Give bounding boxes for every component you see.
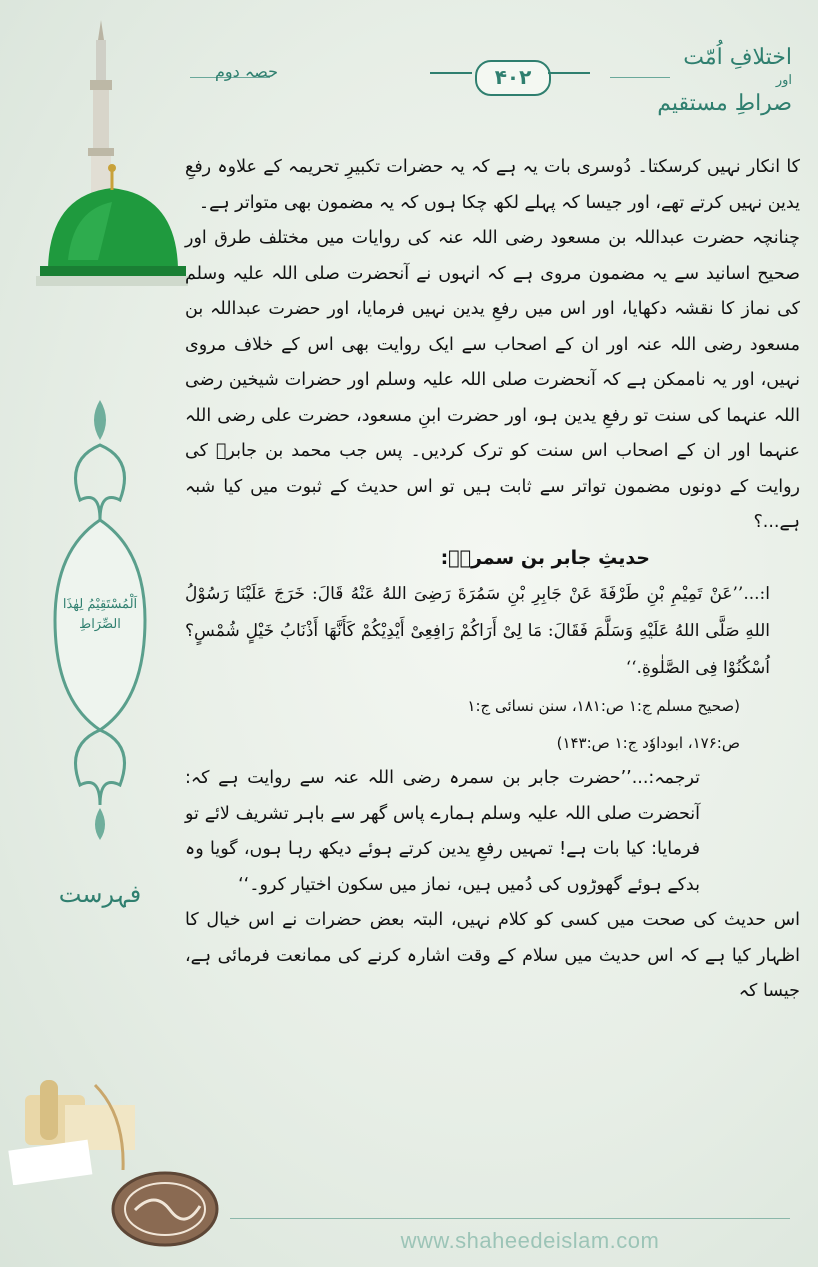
section-heading: حدیثِ جابر بن سمرہؓ: (440, 546, 650, 569)
book-title-line3: صراطِ مستقیم (657, 91, 792, 116)
page-number: ۴۰۲ (475, 60, 551, 96)
page-header (150, 40, 810, 130)
page-number-ornament (430, 60, 590, 94)
ornament-right (548, 72, 590, 84)
paragraph-1: کا انکار نہیں کرسکتا۔ دُوسری بات یہ ہے کہ یہ حضرات تکبیرِ تحریمہ کے علاوہ رفعِ یدین نہیں کرتے تھے، اور جیسا کہ پہلے لکھ چکا ہوں کہ یہ مضمون بھی متواتر ہے۔ (185, 157, 800, 213)
translation-block (185, 761, 700, 903)
footer-divider (230, 1218, 790, 1219)
book-title-line2: اور (775, 73, 792, 88)
main-text (185, 150, 800, 1010)
book-title-line1: اختلافِ اُمّت (683, 45, 792, 70)
index-link[interactable]: فہرست (58, 880, 142, 908)
ornament-left (430, 72, 472, 84)
arabic-hadith-text: ا:...’’عَنْ تَمِیْمِ بْنِ طَرْفَةَ عَنْ جَابِرِ بْنِ سَمُرَةَ رَضِیَ اللهُ عَنْهُ قَالَ: خَرَجَ عَلَیْنَا رَسُوْلُ اللهِ صَلَّى اللهُ عَلَیْهِ وَسَلَّمَ فَقَالَ: مَا لِیْ أَرَاكُمْ رَافِعِیْ أَیْدِیْكُمْ كَأَنَّهَا أَذْنَابُ خَیْلٍ شُمْسٍ؟ اُسْكُنُوْا فِی الصَّلٰوةِ.‘‘ (185, 584, 770, 678)
part-label: حصہ دوم (215, 62, 278, 81)
shaheedeislam-seal-logo (110, 1170, 220, 1248)
footer-website-url[interactable]: www.shaheedeislam.com (400, 1228, 660, 1253)
reference-line-1: (صحیح مسلم ج:۱ ص:۱۸۱، سنن نسائی ج:۱ (467, 697, 740, 715)
emblem-calligraphy: اَلْمُسْتَقِیْمُ لِهٰذَا الصِّرَاطِ (62, 597, 138, 632)
book-title (652, 42, 792, 120)
translation-text: ترجمہ:...’’حضرت جابر بن سمرہ رضی اللہ عنہ سے روایت ہے کہ: آنحضرت صلی اللہ علیہ وسلم ہمارے پاس گھر سے باہر تشریف لائے تو فرمایا: کیا بات ہے! تمہیں رفعِ یدین کرتے ہوئے دیکھ رہا ہوں، گویا وہ بدکے ہوئے گھوڑوں کی دُمیں ہیں، نماز میں سکون اختیار کرو۔‘‘ (185, 768, 700, 895)
header-divider-right (610, 77, 670, 78)
paragraph-2: چنانچہ حضرت عبداللہ بن مسعود رضی اللہ عنہ کی روایات میں مختلف طرق اور صحیح اسانید سے یہ مضمون مروی ہے کہ انہوں نے آنحضرت صلی اللہ علیہ وسلم کی نماز کا نقشہ دکھایا، اور اس میں رفعِ یدین نہیں فرمایا، اور حضرت عبداللہ بن مسعود رضی اللہ عنہ اور ان کے اصحاب سے ایک روایت بھی اس کے خلاف مروی نہیں، اور یہ ناممکن ہے کہ آنحضرت صلی اللہ علیہ وسلم اور حضرات شیخین رضی اللہ عنہما کی سنت تو رفعِ یدین ہو، اور حضرت ابنِ مسعود، حضرت علی رضی اللہ عنہما اور ان کے اصحاب اس سنت کو ترک کردیں۔ پس جب محمد بن جابرؒ کی روایت کے دونوں مضمون تواتر سے ثابت ہیں تو اس حدیث کے ثبوت میں کیا شبہ ہے...؟ (185, 228, 800, 532)
scrolls-quill-illustration (5, 1075, 145, 1185)
reference-line-2: ص:۱۷۶، ابوداوٗد ج:۱ ص:۱۴۳) (556, 734, 740, 752)
paragraph-3: اس حدیث کی صحت میں کسی کو کلام نہیں، البتہ بعض حضرات نے اس خیال کا اظہار کیا ہے کہ اس حدیث میں سلام کے وقت اشارہ کرنے کی ممانعت فرمائی ہے، جیسا کہ (185, 910, 800, 1001)
